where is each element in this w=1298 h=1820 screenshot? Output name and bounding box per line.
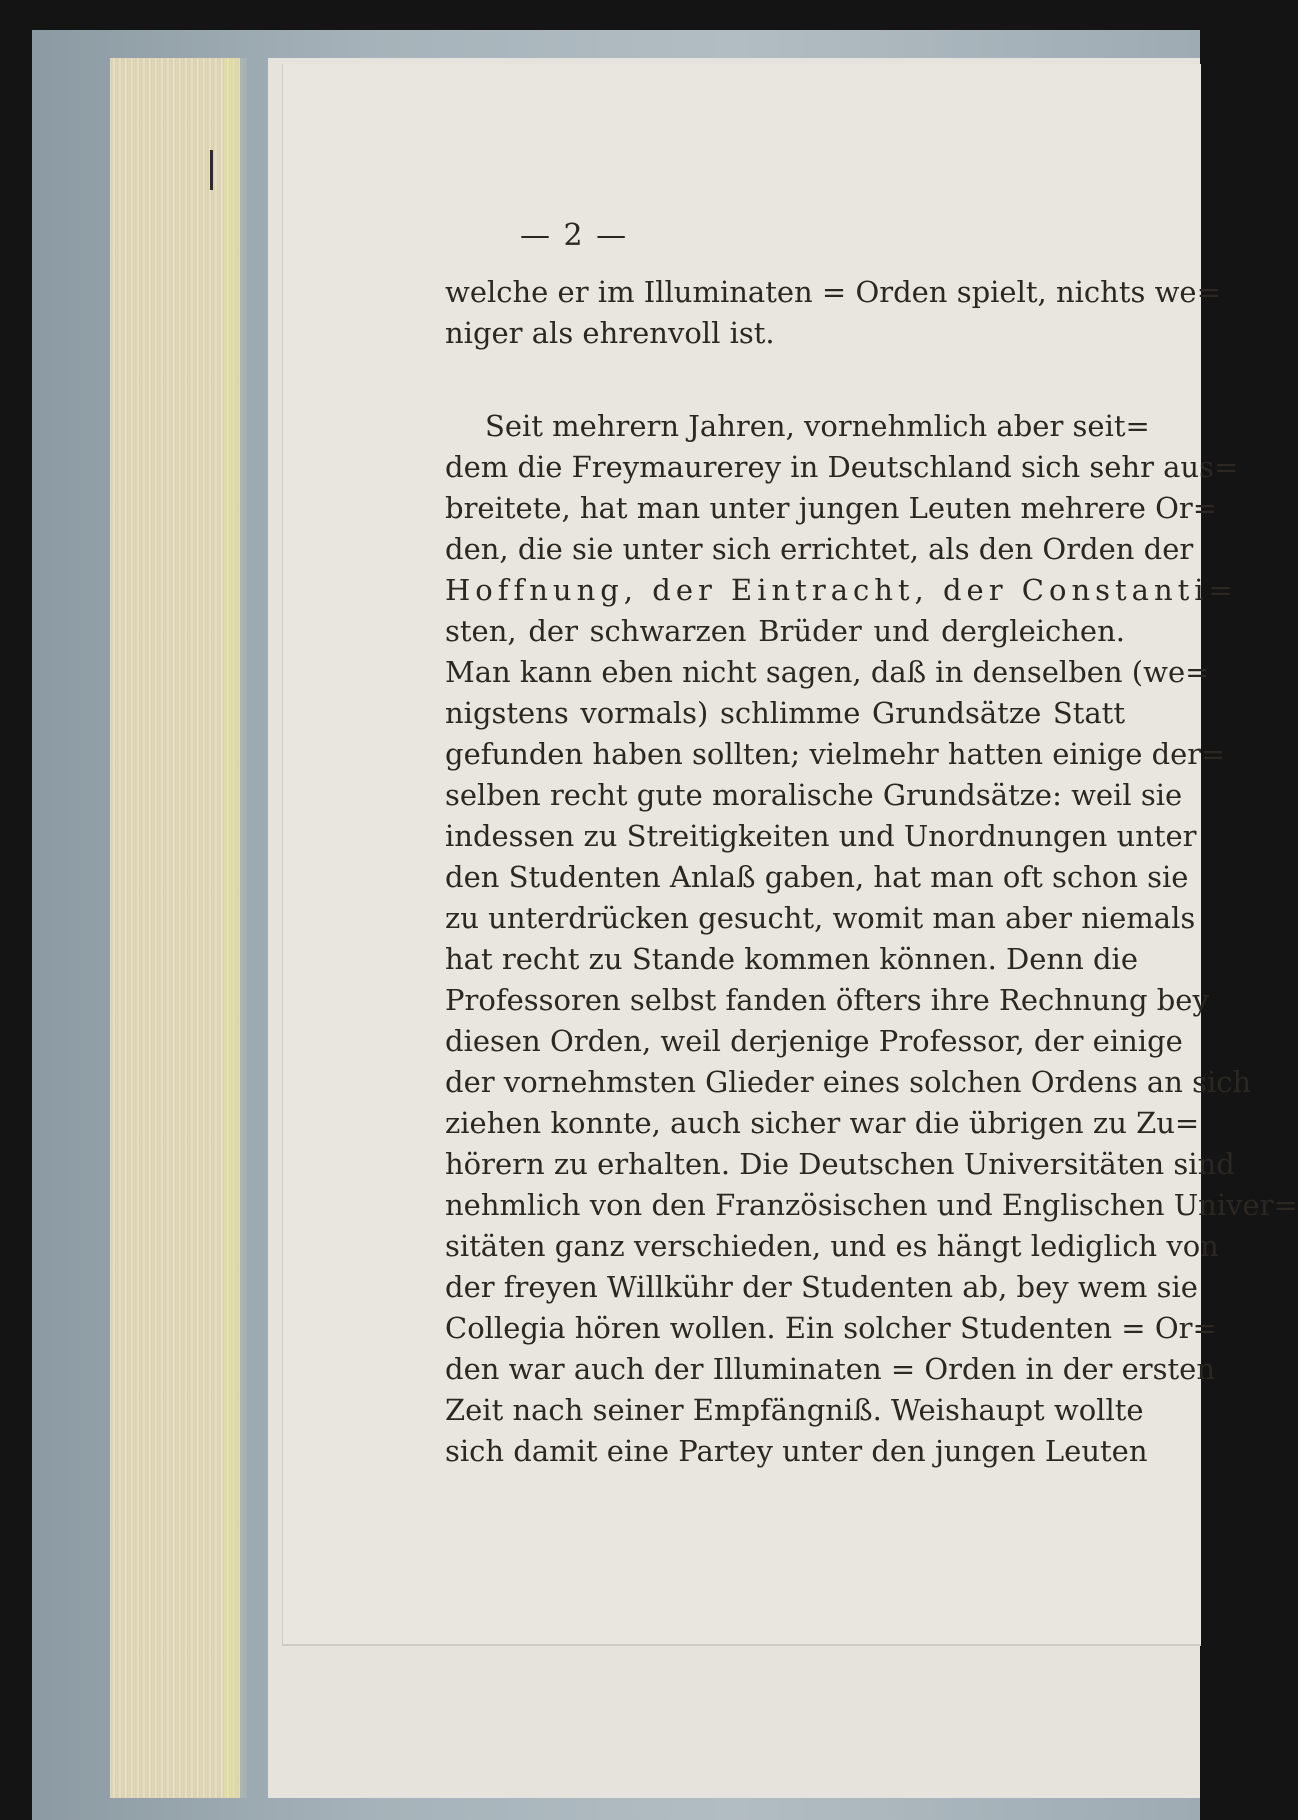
text-line: Collegia hören wollen. Ein solcher Studenten = Or=	[445, 1311, 1217, 1345]
text-line: den war auch der Illuminaten = Orden in der ersten	[445, 1352, 1216, 1386]
text-line: dem die Freymaurerey in Deutschland sich sehr aus=	[445, 450, 1239, 484]
text-line: Hoffnung, der Eintracht, der Constanti=	[445, 573, 1238, 607]
text-line: den, die sie unter sich errichtet, als den Orden der	[445, 532, 1194, 566]
text-line: den Studenten Anlaß gaben, hat man oft schon sie	[445, 860, 1189, 894]
margin-mark	[210, 150, 213, 190]
text-line: Zeit nach seiner Empfängniß. Weishaupt wollte	[445, 1393, 1144, 1427]
text-line: nehmlich von den Französischen und Englischen Univer=	[445, 1188, 1298, 1222]
text-line: Man kann eben nicht sagen, daß in denselben (we=	[445, 655, 1210, 689]
text-line: zu unterdrücken gesucht, womit man aber niemals	[445, 901, 1196, 935]
text-line: selben recht gute moralische Grundsätze: weil sie	[445, 778, 1183, 812]
text-line: der vornehmsten Glieder eines solchen Ordens an sich	[445, 1065, 1252, 1099]
text-line: der freyen Willkühr der Studenten ab, bey wem sie	[445, 1270, 1198, 1304]
text-line: niger als ehrenvoll ist.	[445, 316, 775, 350]
text-line: hörern zu erhalten. Die Deutschen Universitäten sind	[445, 1147, 1235, 1181]
page-edges-shade	[225, 58, 247, 1798]
text-line: sich damit eine Partey unter den jungen Leuten	[445, 1434, 1148, 1468]
text-line: nigstens vormals) schlimme Grundsätze Statt	[445, 696, 1125, 730]
text-line: sitäten ganz verschieden, und es hängt lediglich von	[445, 1229, 1219, 1263]
page-number: — 2 —	[520, 218, 629, 253]
text-line: diesen Orden, weil derjenige Professor, der einige	[445, 1024, 1183, 1058]
text-line: breitete, hat man unter jungen Leuten mehrere Or=	[445, 491, 1218, 525]
text-line: welche er im Illuminaten = Orden spielt, nichts we=	[445, 275, 1221, 309]
text-line: Professoren selbst fanden öfters ihre Rechnung bey	[445, 983, 1209, 1017]
text-line: indessen zu Streitigkeiten und Unordnungen unter	[445, 819, 1197, 853]
text-line: hat recht zu Stande kommen können. Denn die	[445, 942, 1138, 976]
text-line: sten, der schwarzen Brüder und dergleichen.	[445, 614, 1125, 648]
text-line: gefunden haben sollten; vielmehr hatten einige der=	[445, 737, 1226, 771]
page-text	[445, 272, 1298, 1472]
text-line: Seit mehrern Jahren, vornehmlich aber seit=	[485, 409, 1150, 443]
page-edges	[110, 58, 240, 1798]
text-line: ziehen konnte, auch sicher war die übrigen zu Zu=	[445, 1106, 1200, 1140]
